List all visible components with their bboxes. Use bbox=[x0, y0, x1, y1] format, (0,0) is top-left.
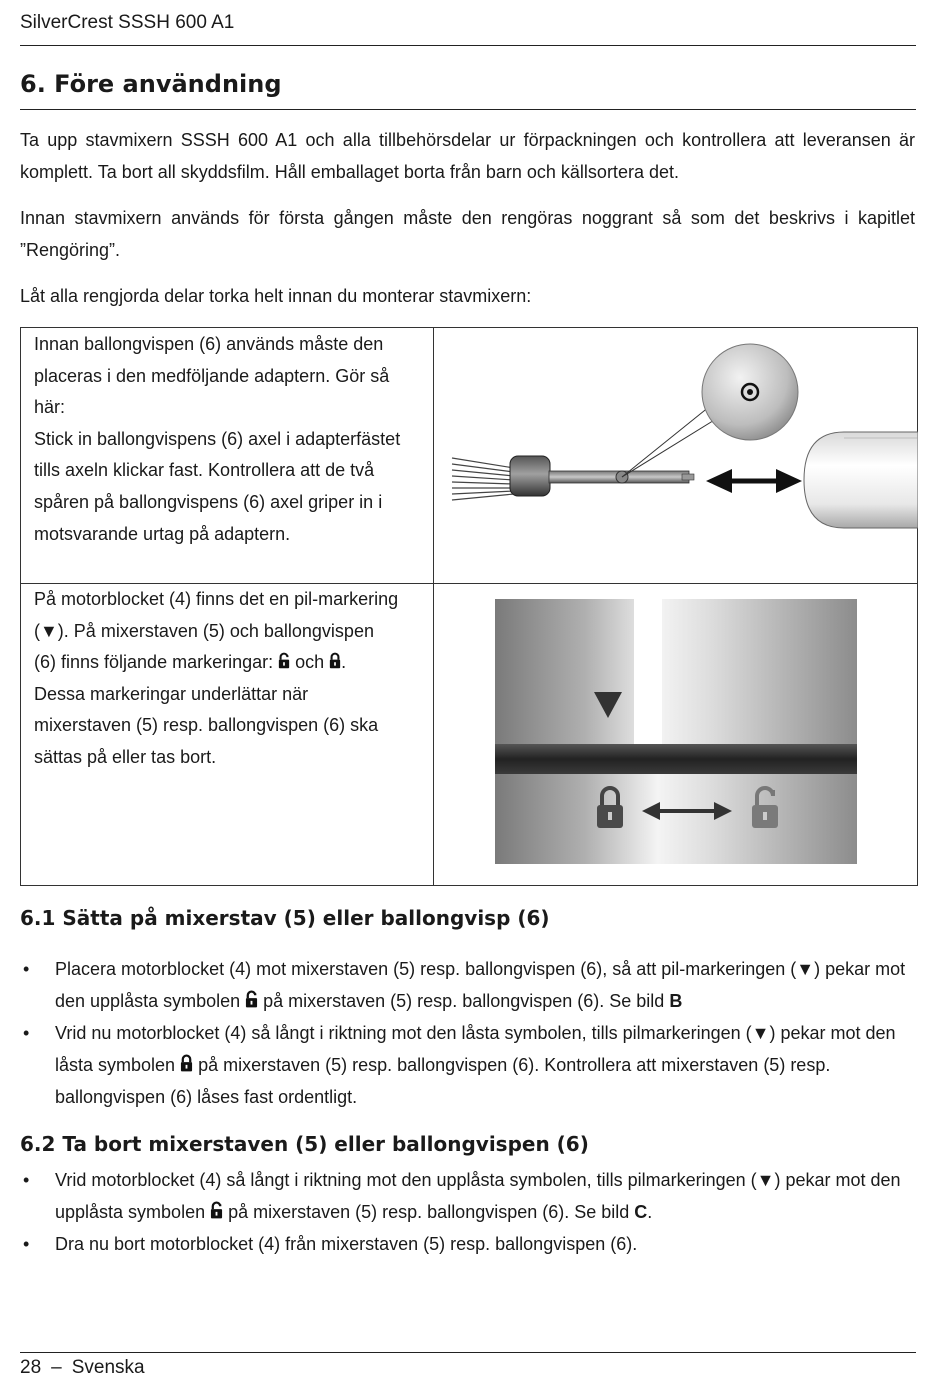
list-item bbox=[20, 1017, 915, 1113]
motor-block-upper bbox=[495, 599, 857, 747]
figure-reference: C bbox=[634, 1202, 648, 1222]
locked-padlock-icon bbox=[180, 1053, 193, 1073]
instruction-table bbox=[20, 327, 918, 886]
text-line: tills axeln klickar fast. Kontrollera att de två bbox=[34, 460, 375, 481]
intro-paragraph-1: Ta upp stavmixern SSSH 600 A1 och alla tillbehörsdelar ur förpackningen och kontrollera att leveransen är komplett. Ta bort all skyddsfilm. Håll emballaget borta från barn och källsortera det. bbox=[20, 130, 915, 182]
bullet-list-6-1 bbox=[20, 953, 915, 1113]
whisk-collar bbox=[510, 456, 550, 496]
bullet-icon: • bbox=[23, 1170, 30, 1190]
text-line: Innan ballongvispen (6) används måste den bbox=[34, 334, 384, 354]
text-line-with-icons bbox=[34, 647, 424, 679]
header-rule bbox=[20, 45, 916, 46]
rubber-band bbox=[495, 744, 857, 774]
running-header: SilverCrest SSSH 600 A1 bbox=[20, 12, 235, 33]
locked-padlock-icon bbox=[329, 651, 341, 670]
text-fragment: Placera motorblocket (4) mot mixerstaven (5) resp. ballongvispen (6), så att pil-markeringen (▼) pekar mot den upplåsta symbolen bbox=[55, 959, 906, 1011]
upper-gap bbox=[634, 599, 662, 747]
text-fragment: Vrid nu motorblocket (4) så långt i riktning mot den låsta symbolen, tills pilmarkeringen (▼) pekar mot den låsta symbolen bbox=[55, 1023, 896, 1075]
bullet-icon: • bbox=[23, 959, 30, 979]
text-line: motsvarande urtag på adaptern. bbox=[34, 523, 291, 544]
adapter bbox=[804, 432, 918, 528]
text-fragment: och bbox=[290, 652, 330, 673]
section-title-rule bbox=[20, 109, 916, 110]
subsection-title-6-1: 6.1 Sätta på mixerstav (5) eller ballongvisp (6) bbox=[20, 906, 550, 930]
figure-reference: B bbox=[669, 991, 683, 1011]
bullet-icon: • bbox=[23, 1234, 30, 1254]
unlocked-padlock-icon bbox=[278, 651, 290, 670]
whisk-wires bbox=[452, 458, 514, 500]
list-item bbox=[20, 1228, 915, 1260]
unlocked-padlock-icon bbox=[245, 989, 258, 1009]
table-cell-whisk-text bbox=[34, 329, 424, 550]
footer-language: Svenska bbox=[71, 1357, 145, 1378]
text-fragment: . bbox=[647, 1202, 653, 1222]
subsection-title-6-2: 6.2 Ta bort mixerstaven (5) eller ballongvispen (6) bbox=[20, 1132, 589, 1156]
section-title: 6. Före användning bbox=[20, 70, 282, 98]
footer-rule bbox=[20, 1352, 916, 1353]
text-fragment: (6) finns följande markeringar: bbox=[34, 652, 279, 673]
text-line: (▼). På mixerstaven (5) och ballongvispen bbox=[34, 620, 374, 641]
text-line: sättas på eller tas bort. bbox=[34, 746, 217, 767]
whisk-adapter-illustration bbox=[434, 328, 918, 583]
text-fragment: . bbox=[341, 652, 347, 673]
text-line: spåren på ballongvispens (6) axel griper in i bbox=[34, 491, 383, 512]
text-line: På motorblocket (4) finns det en pil-markering bbox=[34, 589, 399, 609]
footer-separator: – bbox=[51, 1357, 62, 1378]
text-fragment: Dra nu bort motorblocket (4) från mixerstaven (5) resp. ballongvispen (6). bbox=[55, 1234, 638, 1254]
bullet-list-6-2 bbox=[20, 1164, 915, 1260]
unlocked-padlock-icon bbox=[210, 1200, 223, 1220]
intro-paragraph-2: Innan stavmixern används för första gången måste den rengöras noggrant så som det beskrivs i kapitlet ”Rengöring”. bbox=[20, 208, 915, 260]
text-fragment: på mixerstaven (5) resp. ballongvispen (6). Se bild bbox=[223, 1202, 635, 1222]
list-item bbox=[20, 953, 915, 1017]
text-line: här: bbox=[34, 397, 66, 418]
text-fragment: på mixerstaven (5) resp. ballongvispen (6). Se bild bbox=[258, 991, 670, 1011]
intro-paragraph-3: Låt alla rengjorda delar torka helt innan du monterar stavmixern: bbox=[20, 286, 532, 306]
bullet-icon: • bbox=[23, 1023, 30, 1043]
text-line: Dessa markeringar underlättar när bbox=[34, 683, 309, 704]
insert-arrow-icon bbox=[706, 469, 802, 493]
text-fragment: Vrid motorblocket (4) så långt i riktning mot den upplåsta symbolen, tills pilmarkeringen (▼) pekar mot den upplåsta symbolen bbox=[55, 1170, 901, 1222]
text-fragment: på mixerstaven (5) resp. ballongvispen (6). Kontrollera att mixerstaven (5) resp. ballongvispen (6) låses fast ordentligt. bbox=[55, 1055, 831, 1107]
text-line: Stick in ballongvispens (6) axel i adapterfästet bbox=[34, 428, 401, 449]
motor-block-markings-illustration bbox=[434, 584, 918, 886]
text-line: placeras i den medföljande adaptern. Gör så bbox=[34, 365, 390, 386]
page-footer bbox=[20, 1357, 155, 1379]
list-item bbox=[20, 1164, 915, 1228]
mixer-shaft-lower bbox=[495, 772, 857, 864]
table-cell-markings-text bbox=[34, 584, 424, 774]
text-line: mixerstaven (5) resp. ballongvispen (6) ska bbox=[34, 715, 379, 736]
page-number: 28 bbox=[20, 1357, 42, 1378]
